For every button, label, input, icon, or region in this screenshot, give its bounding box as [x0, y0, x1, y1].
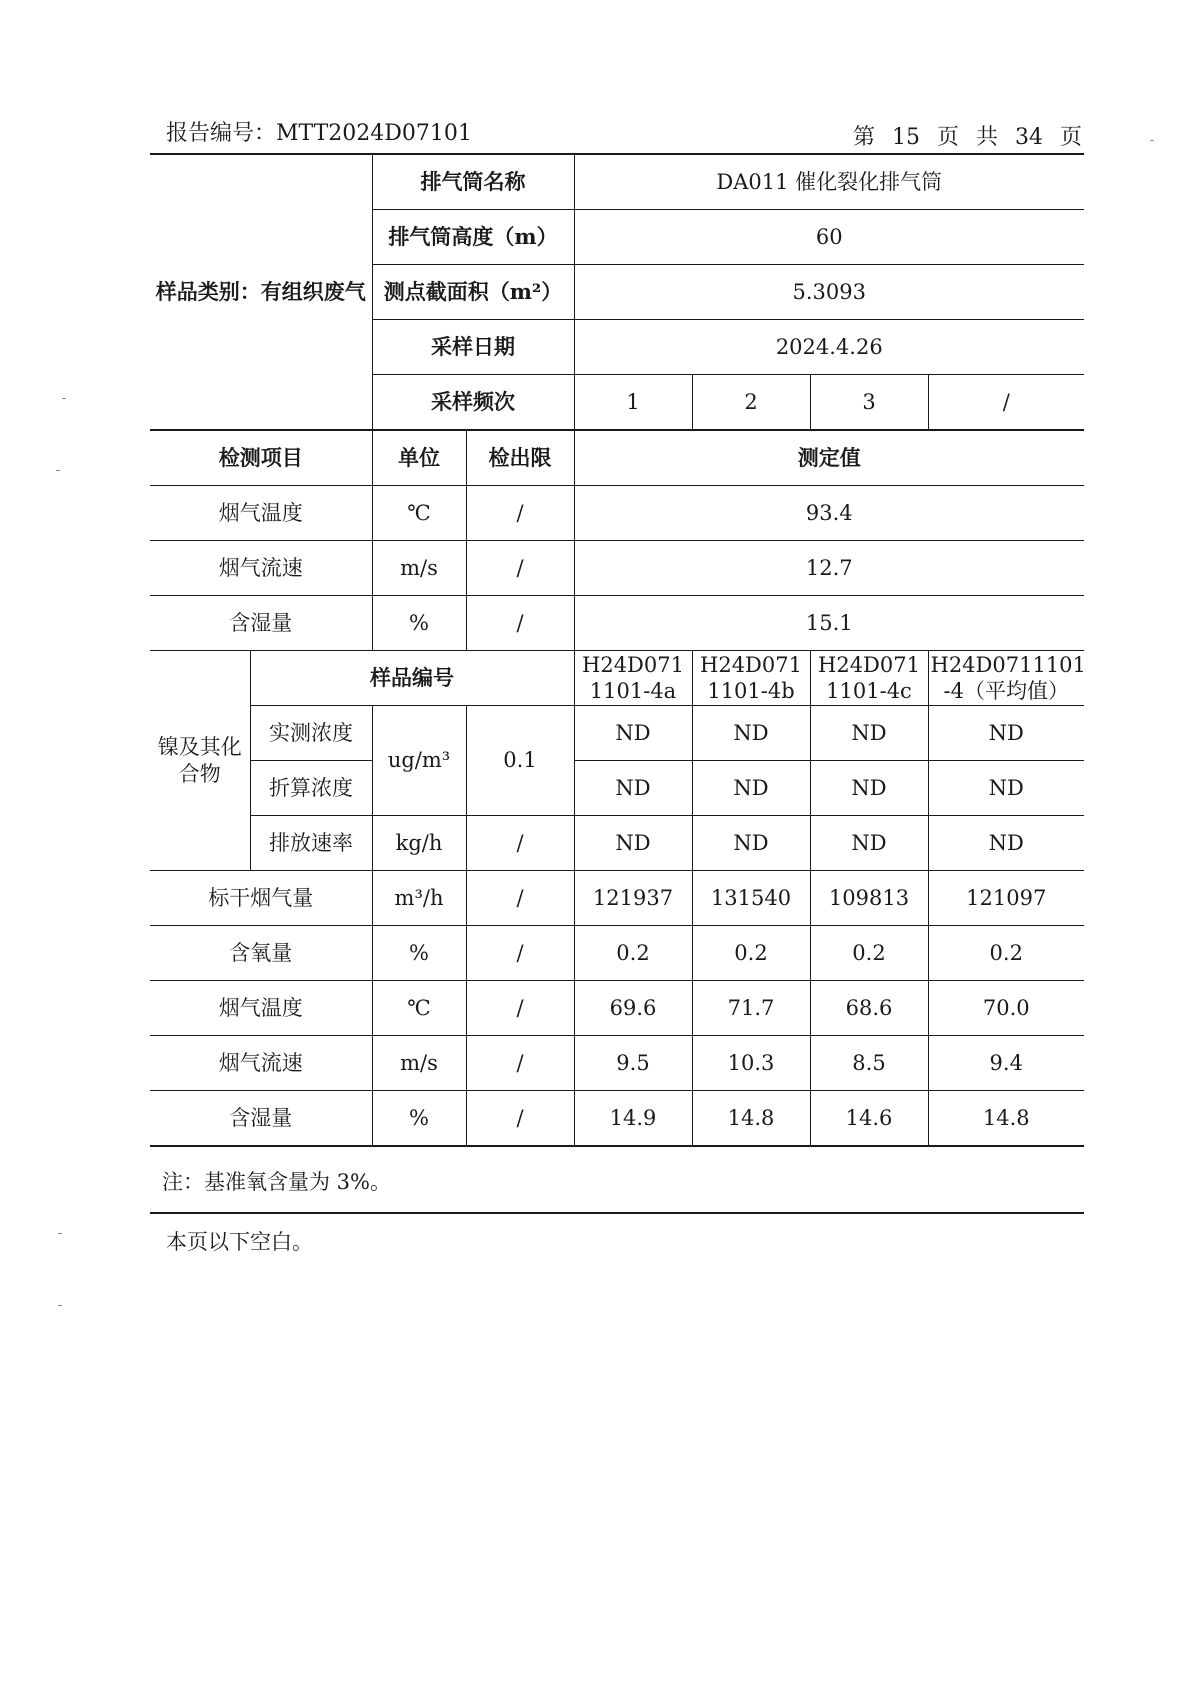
conc-unit: ug/m³	[372, 706, 466, 816]
row-item: 标干烟气量	[150, 871, 372, 926]
row-limit: /	[466, 596, 574, 651]
row-value: 0.2	[810, 926, 928, 981]
row-limit: /	[466, 926, 574, 981]
scan-speck	[62, 398, 66, 399]
row-value: 68.6	[810, 981, 928, 1036]
emission-rate-label: 排放速率	[250, 816, 372, 871]
blank-page-note: 本页以下空白。	[166, 1230, 313, 1254]
emission-rate-limit: /	[466, 816, 574, 871]
row-value: 12.7	[574, 541, 1084, 596]
sample-id: H24D0711101 -4（平均值）	[928, 651, 1084, 706]
sample-id: H24D071 1101-4b	[692, 651, 810, 706]
converted-value: ND	[692, 761, 810, 816]
row-value: 9.5	[574, 1036, 692, 1091]
row-value: 14.9	[574, 1091, 692, 1147]
row-item: 烟气流速	[150, 541, 372, 596]
row-item: 含湿量	[150, 596, 372, 651]
converted-conc-label: 折算浓度	[250, 761, 372, 816]
scan-speck	[58, 1233, 62, 1234]
row-item: 含氧量	[150, 926, 372, 981]
row-unit: %	[372, 1091, 466, 1147]
col-limit-header: 检出限	[466, 430, 574, 486]
footnote: 注：基准氧含量为 3%。	[150, 1166, 1084, 1214]
col-item-header: 检测项目	[150, 430, 372, 486]
converted-conc-row	[150, 761, 1084, 816]
table-row	[150, 981, 1084, 1036]
section-area-value: 5.3093	[574, 265, 1084, 320]
section-area-label: 测点截面积（m²）	[372, 265, 574, 320]
table-row	[150, 541, 1084, 596]
page-number: 15	[891, 125, 920, 150]
converted-value: ND	[574, 761, 692, 816]
conc-limit: 0.1	[466, 706, 574, 816]
measured-value: ND	[574, 706, 692, 761]
emission-rate-value: ND	[574, 816, 692, 871]
sample-id: H24D071 1101-4c	[810, 651, 928, 706]
row-value: 14.8	[692, 1091, 810, 1147]
row-value: 121097	[928, 871, 1084, 926]
sample-category: 样品类别：有组织废气	[150, 154, 372, 430]
row-unit: ℃	[372, 486, 466, 541]
emission-rate-value: ND	[928, 816, 1084, 871]
row-value: 131540	[692, 871, 810, 926]
row-value: 71.7	[692, 981, 810, 1036]
row-limit: /	[466, 871, 574, 926]
measured-value: ND	[810, 706, 928, 761]
scan-speck	[56, 470, 60, 471]
page-total: 34	[1014, 125, 1043, 150]
row-value: 0.2	[692, 926, 810, 981]
row-limit: /	[466, 1036, 574, 1091]
row-limit: /	[466, 541, 574, 596]
emission-rate-value: ND	[810, 816, 928, 871]
sample-number-label: 样品编号	[250, 651, 574, 706]
test-report-table	[150, 153, 1084, 1147]
stack-name-row	[150, 154, 1084, 210]
row-value: 14.8	[928, 1091, 1084, 1147]
frequency-value: 3	[810, 375, 928, 431]
table-row	[150, 871, 1084, 926]
row-value: 8.5	[810, 1036, 928, 1091]
nickel-group-label: 镍及其化合物	[150, 651, 250, 871]
sample-number-row	[150, 651, 1084, 706]
col-value-header: 测定值	[574, 430, 1084, 486]
emission-rate-unit: kg/h	[372, 816, 466, 871]
scan-speck	[1150, 140, 1154, 141]
frequency-value: 2	[692, 375, 810, 431]
row-value: 14.6	[810, 1091, 928, 1147]
row-limit: /	[466, 981, 574, 1036]
stack-height-value: 60	[574, 210, 1084, 265]
row-unit: %	[372, 926, 466, 981]
row-value: 109813	[810, 871, 928, 926]
row-value: 121937	[574, 871, 692, 926]
stack-name-label: 排气筒名称	[372, 154, 574, 210]
page-indicator: 第 15 页 共 34 页	[852, 125, 1082, 150]
row-unit: m/s	[372, 541, 466, 596]
col-unit-header: 单位	[372, 430, 466, 486]
emission-rate-value: ND	[692, 816, 810, 871]
row-value: 70.0	[928, 981, 1084, 1036]
row-item: 烟气温度	[150, 981, 372, 1036]
stack-height-label: 排气筒高度（m）	[372, 210, 574, 265]
measured-value: ND	[928, 706, 1084, 761]
row-value: 10.3	[692, 1036, 810, 1091]
sampling-date-label: 采样日期	[372, 320, 574, 375]
table-row	[150, 596, 1084, 651]
measured-conc-row	[150, 706, 1084, 761]
frequency-value: /	[928, 375, 1084, 431]
sampling-date-value: 2024.4.26	[574, 320, 1084, 375]
row-unit: m/s	[372, 1036, 466, 1091]
row-limit: /	[466, 486, 574, 541]
column-header-row	[150, 430, 1084, 486]
row-value: 15.1	[574, 596, 1084, 651]
row-limit: /	[466, 1091, 574, 1147]
converted-value: ND	[928, 761, 1084, 816]
converted-value: ND	[810, 761, 928, 816]
row-value: 93.4	[574, 486, 1084, 541]
row-unit: m³/h	[372, 871, 466, 926]
report-number: 报告编号：MTT2024D07101	[166, 121, 472, 146]
stack-name-value: DA011 催化裂化排气筒	[574, 154, 1084, 210]
row-value: 9.4	[928, 1036, 1084, 1091]
row-value: 69.6	[574, 981, 692, 1036]
table-row	[150, 1036, 1084, 1091]
row-item: 烟气温度	[150, 486, 372, 541]
row-item: 含湿量	[150, 1091, 372, 1147]
table-row	[150, 486, 1084, 541]
scan-speck	[58, 1305, 62, 1306]
measured-value: ND	[692, 706, 810, 761]
frequency-value: 1	[574, 375, 692, 431]
table-row	[150, 926, 1084, 981]
emission-rate-row	[150, 816, 1084, 871]
row-item: 烟气流速	[150, 1036, 372, 1091]
row-unit: %	[372, 596, 466, 651]
page-header	[166, 112, 1082, 152]
sample-id: H24D071 1101-4a	[574, 651, 692, 706]
table-row	[150, 1091, 1084, 1147]
row-unit: ℃	[372, 981, 466, 1036]
row-value: 0.2	[574, 926, 692, 981]
frequency-label: 采样频次	[372, 375, 574, 431]
measured-conc-label: 实测浓度	[250, 706, 372, 761]
row-value: 0.2	[928, 926, 1084, 981]
